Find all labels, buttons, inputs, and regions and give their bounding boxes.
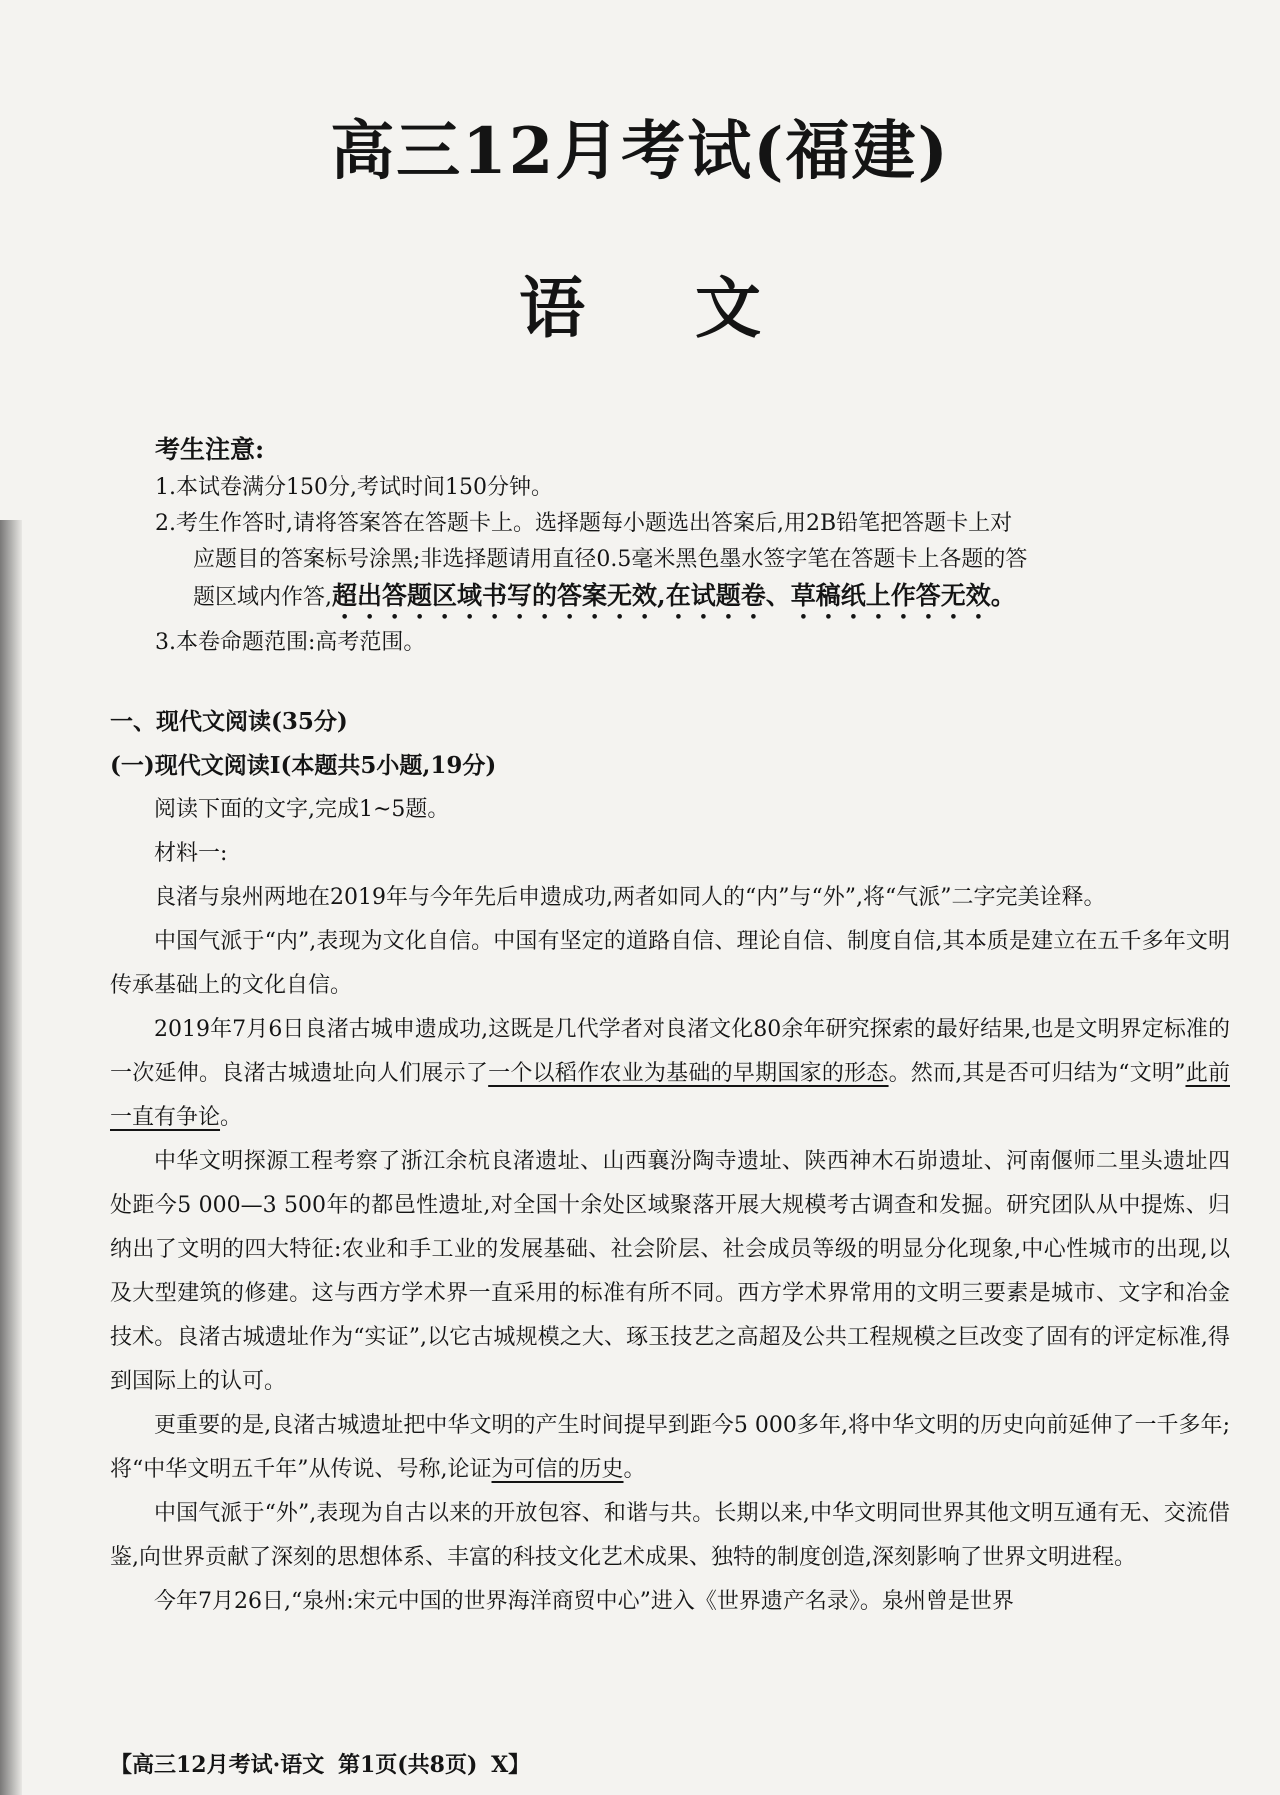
- paragraph-3-text-c: 。: [220, 1105, 243, 1130]
- handwritten-underline-3: 为可信的历史: [491, 1457, 624, 1482]
- paragraph-2: 中国气派于“内”,表现为文化自信。中国有坚定的道路自信、理论自信、制度自信,其本质是建立在五千多年文明传承基础上的文化自信。: [110, 929, 1230, 998]
- instruction: 阅读下面的文字,完成1~5题。: [154, 797, 450, 822]
- exam-title: 高三12月考试(福建): [330, 114, 950, 189]
- notice-title: 考生注意:: [155, 435, 265, 464]
- paragraph-4: 中华文明探源工程考察了浙江余杭良渚遗址、山西襄汾陶寺遗址、陕西神木石峁遗址、河南偃师二里头遗址四处距今5 000—3 500年的都邑性遗址,对全国十余处区域聚落开展大规模考古调查和发掘。研究团队从中提炼、归纳出了文明的四大特征:农业和手工业的发展基础、社会阶层、社会成员等级的明显分化现象,中心性城市的出现,以及大型建筑的修建。这与西方学术界一直采用的标准有所不同。西方学术界常用的文明三要素是城市、文字和冶金技术。良渚古城遗址作为“实证”,以它古城规模之大、琢玉技艺之高超及公共工程规模之巨改变了固有的评定标准,得到国际上的认可。: [110, 1149, 1230, 1394]
- scan-edge-shadow: [0, 520, 22, 1795]
- notice-item-3: 3.本卷命题范围:高考范围。: [155, 630, 426, 655]
- section-heading: 一、现代文阅读(35分): [110, 708, 348, 735]
- page-footer: [110, 1748, 1230, 1779]
- subject-title: 语文: [519, 269, 871, 347]
- notice-warning: 超出答题区域书写的答案无效,在试题卷、草稿纸上作答无效。: [332, 581, 1016, 610]
- paragraph-5-text-b: 。: [623, 1457, 646, 1482]
- notice-item-2c: [155, 578, 1235, 625]
- sub-heading: (一)现代文阅读Ⅰ(本题共5小题,19分): [110, 752, 497, 779]
- notice-item-2a: 2.考生作答时,请将答案答在答题卡上。选择题每小题选出答案后,用2B铅笔把答题卡上对: [155, 511, 1013, 536]
- paragraph-3: [110, 1008, 1230, 1140]
- paragraph-6: 中国气派于“外”,表现为自古以来的开放包容、和谐与共。长期以来,中华文明同世界其他文明互通有无、交流借鉴,向世界贡献了深刻的思想体系、丰富的科技文化艺术成果、独特的制度创造,深刻影响了世界文明进程。: [110, 1501, 1230, 1570]
- footer-page-number: 第1页(共8页): [337, 1752, 478, 1778]
- notice-block: [155, 432, 1235, 661]
- handwritten-underline-2: 此前一直有争论: [110, 1061, 1230, 1130]
- notice-item-2b: 应题目的答案标号涂黑;非选择题请用直径0.5毫米黑色墨水签字笔在答题卡上各题的答: [193, 547, 1028, 572]
- reading-section: [110, 700, 1230, 1624]
- material-label: 材料一:: [154, 841, 228, 866]
- paragraph-3-text-b: 。然而,其是否可归结为“文明”: [888, 1061, 1186, 1086]
- paragraph-5-text-a: 更重要的是,良渚古城遗址把中华文明的产生时间提早到距今5 000多年,将中华文明的历史向前延伸了一千多年;将“中华文明五千年”从传说、号称,论证: [110, 1413, 1230, 1482]
- notice-item-2c-plain: 题区域内作答,: [193, 585, 332, 610]
- handwritten-underline-1: 一个以稻作农业为基础的早期国家的形态: [488, 1061, 889, 1086]
- paragraph-3-text-a: 2019年7月6日良渚古城申遗成功,这既是几代学者对良渚文化80余年研究探索的最好结果,也是文明界定标准的一次延伸。良渚古城遗址向人们展示了: [110, 1017, 1230, 1086]
- paragraph-7: 今年7月26日,“泉州:宋元中国的世界海洋商贸中心”进入《世界遗产名录》。泉州曾是世界: [154, 1589, 1014, 1614]
- notice-item-1: 1.本试卷满分150分,考试时间150分钟。: [155, 475, 553, 500]
- paragraph-5: [110, 1404, 1230, 1492]
- footer-right: X】: [491, 1752, 531, 1778]
- footer-left: 【高三12月考试·语文: [110, 1752, 325, 1778]
- paragraph-1: 良渚与泉州两地在2019年与今年先后申遗成功,两者如同人的“内”与“外”,将“气派”二字完美诠释。: [154, 885, 1106, 910]
